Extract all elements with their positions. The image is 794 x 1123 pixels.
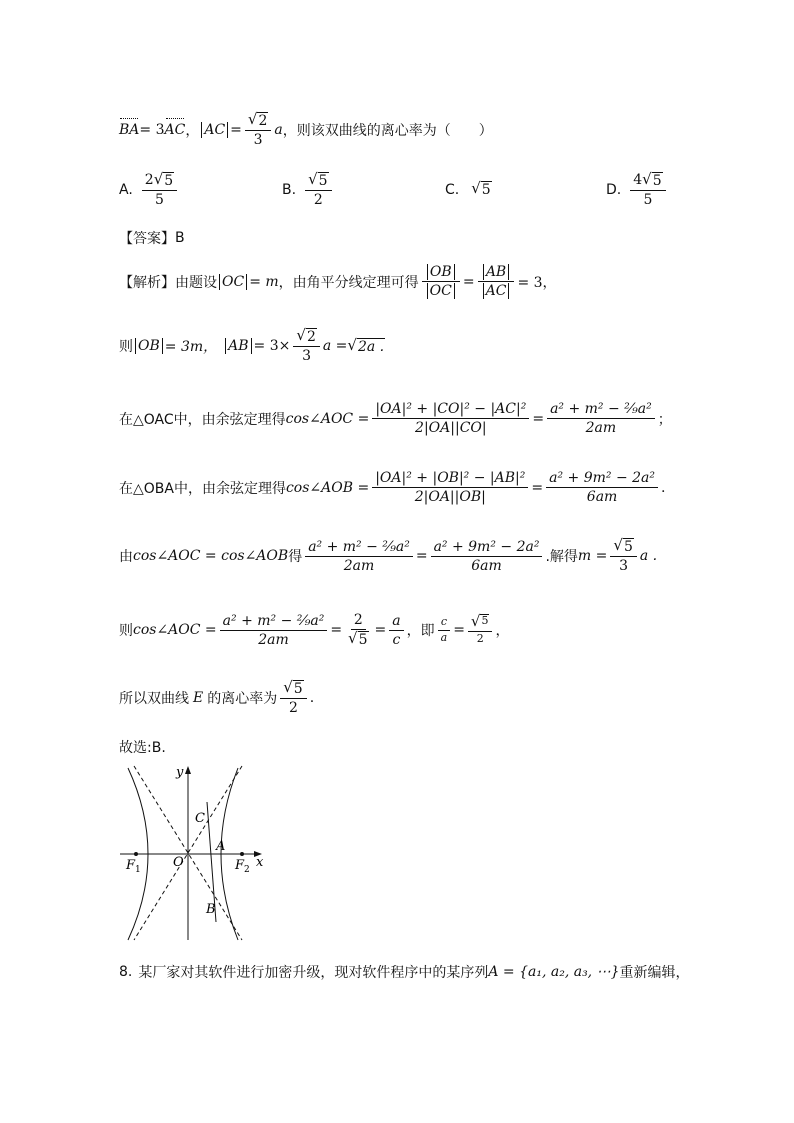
eq-m: = m [249, 273, 279, 290]
frac-c-over-a [438, 616, 451, 644]
abs-oc: OC [427, 283, 455, 299]
frac-aoc-expression [220, 613, 328, 648]
comma: ， [495, 623, 510, 640]
var-a: a . [639, 548, 658, 565]
frac-ob-oc [422, 264, 460, 299]
q7-condition-line [119, 112, 493, 148]
label-x: x [256, 855, 264, 870]
frac-num: c [438, 616, 450, 631]
frac-cosine-law-aoc [372, 401, 529, 436]
frac-sqrt2-over-3: √ 2 3 [245, 112, 271, 148]
abs-ab: AB [483, 264, 509, 280]
label-o: O [173, 855, 184, 870]
frac-den: 3 [302, 348, 312, 365]
frac-den: 2|OA||CO| [415, 420, 487, 437]
frac-aoc-expression [547, 401, 655, 436]
option-b-label: B. [282, 182, 297, 199]
option-d-label: D. [606, 182, 622, 199]
option-a-rad: 5 [164, 173, 174, 189]
frac-left [305, 539, 413, 574]
option-a-den: 5 [155, 192, 164, 209]
analysis-text: ，即 [406, 623, 435, 640]
analysis-text: 得 [288, 549, 303, 566]
frac-sqrt5-over-2: √ 5 2 [468, 614, 493, 645]
option-a-frac: 2 √ 5 5 [142, 172, 177, 208]
equals: = [531, 479, 544, 496]
option-d-frac: 4 √ 5 5 [630, 172, 665, 208]
option-d-den: 5 [643, 192, 653, 209]
analysis-line-4 [119, 470, 665, 505]
frac-ab-ac [478, 264, 515, 299]
equals: = [415, 548, 428, 565]
sqrt5-arg: 5 [358, 632, 368, 649]
analysis-text: 由题设 [175, 274, 217, 291]
cos-aob: cos∠AOB = [285, 479, 370, 496]
option-d-rad: 5 [652, 173, 662, 189]
analysis-text: 在△OBA中，由余弦定理得 [119, 480, 286, 497]
cos-aoc: cos∠AOC = [285, 410, 370, 427]
frac-num: |OA|² + |CO|² − |AC|² [372, 401, 529, 419]
equals: = [374, 622, 387, 639]
label-a: A [216, 839, 226, 854]
question-8-line [119, 962, 690, 982]
frac-den: 2am [585, 420, 617, 437]
sqrt2-arg: 2 [258, 113, 268, 129]
frac-den: 6am [586, 489, 618, 506]
analysis-text: 由 [119, 549, 133, 566]
frac-num: a [389, 613, 403, 631]
equals: = [230, 122, 242, 139]
option-a-label: A. [119, 182, 133, 199]
frac-num: |OA|² + |OB|² − |AB|² [372, 470, 528, 488]
analysis-line-7 [119, 680, 314, 716]
sequence-set: A = {a₁, a₂, a₃, ⋯} [488, 964, 620, 980]
abs-oc: OC [219, 274, 247, 290]
analysis-text: .解得 [545, 549, 578, 566]
label-f1-main: F [126, 858, 136, 873]
analysis-line-3 [119, 401, 672, 436]
frac-den: c [392, 631, 401, 648]
option-c[interactable]: C. √ 5 [445, 179, 491, 198]
hyperbola-figure [118, 762, 268, 942]
analysis-text: 所以双曲线 [119, 691, 189, 708]
eq-3-times: = 3× [253, 338, 291, 355]
focus-f1-point [134, 852, 138, 856]
label-f1 [125, 858, 141, 875]
analysis-text: 则 [119, 623, 133, 640]
conclusion-text: 故选:B. [119, 740, 166, 756]
frac-den: 2 [289, 700, 298, 717]
option-d-coef: 4 [633, 172, 643, 188]
frac-a-over-c [389, 613, 403, 648]
abs-ab: AB [225, 338, 251, 354]
eq-three: = 3， [517, 274, 557, 291]
frac-2-over-sqrt5: 2 √ 5 [348, 612, 368, 649]
frac-den: 3 [253, 132, 263, 149]
question-number: 8. [119, 964, 133, 980]
question-text: 重新编辑， [619, 965, 690, 981]
frac-right [431, 539, 543, 574]
answer-line [119, 228, 185, 248]
cos-equality: cos∠AOC = cos∠AOB [133, 548, 289, 565]
answer-label: 【答案】 [119, 231, 175, 247]
option-c-rad: 5 [481, 182, 491, 198]
option-a-coef: 2 [144, 172, 154, 188]
equals: = [330, 622, 343, 639]
label-f2-sub: 2 [244, 865, 250, 875]
analysis-line-6 [119, 612, 509, 648]
frac-num: a² + m² − ²⁄₉a² [220, 613, 328, 631]
frac-den: 6am [471, 557, 502, 574]
sqrt2-arg: 2 [306, 329, 316, 345]
vector-ac: AC [164, 122, 186, 139]
option-a[interactable] [119, 172, 180, 208]
equals: = [453, 622, 465, 639]
analysis-text: 则 [119, 339, 133, 356]
frac-num: 2 [351, 612, 366, 630]
var-e: E [193, 690, 204, 707]
option-b-den: 2 [313, 192, 323, 209]
vector-ba: BA [119, 122, 140, 139]
frac-cosine-law-aob [372, 470, 528, 505]
frac-den: a [440, 630, 448, 644]
sqrt5-arg: 5 [623, 539, 633, 555]
frac-den: 2|OA||OB| [414, 489, 486, 506]
equals: = [532, 410, 545, 427]
abs-ac: AC [201, 122, 228, 138]
frac-aob-expression [546, 470, 658, 505]
frac-num: a² + 9m² − 2a² [431, 539, 543, 557]
label-c: C [195, 811, 205, 826]
frac-eccentricity: √ 5 2 [280, 680, 306, 716]
label-f2 [234, 858, 250, 875]
sqrt2a: 2a . [357, 338, 385, 355]
analysis-line-5 [119, 538, 657, 574]
y-axis-arrow [185, 766, 191, 774]
var-a-eq: a = [322, 338, 348, 355]
eq-three: = 3 [139, 122, 165, 139]
sqrt5-arg: 5 [481, 614, 489, 628]
period: . [661, 479, 666, 496]
abs-ob: OB [135, 338, 163, 354]
frac-sqrt5-over-3: √ 5 3 [610, 538, 636, 574]
cos-aoc: cos∠AOC = [133, 622, 217, 639]
option-b-frac: √ 5 2 [305, 172, 331, 208]
var-a: a [274, 122, 283, 139]
sqrt5-arg: 5 [293, 681, 303, 697]
frac-den: 2am [258, 631, 289, 648]
frac-sqrt2-over-3: √ 2 3 [293, 328, 319, 364]
analysis-text: 的离心率为 [207, 691, 278, 708]
option-d[interactable] [606, 172, 669, 208]
frac-num: a² + 9m² − 2a² [546, 470, 658, 488]
option-c-label: C. [445, 181, 460, 198]
focus-f2-point [240, 852, 244, 856]
m-equals: m = [577, 548, 608, 565]
comma: ， [185, 123, 200, 140]
frac-num: a² + m² − ²⁄₉a² [547, 401, 655, 419]
eq-3m: = 3m， [164, 339, 218, 356]
analysis-line-2: 则 OB = 3m， AB = 3× √ 2 3 a = √ 2a . [119, 326, 385, 365]
label-b: B [206, 902, 216, 917]
analysis-label: 【解析】 [119, 274, 175, 291]
semicolon: ； [657, 411, 672, 428]
analysis-line-8 [119, 737, 166, 757]
analysis-text: ，由角平分线定理可得 [278, 274, 419, 291]
label-y: y [176, 765, 184, 780]
label-f2-main: F [235, 858, 245, 873]
question-text: ，则该双曲线的离心率为（ ） [282, 123, 493, 140]
option-b-rad: 5 [318, 173, 328, 189]
frac-den: 3 [619, 558, 629, 575]
abs-ac: AC [483, 283, 510, 299]
frac-num: a² + m² − ²⁄₉a² [305, 539, 413, 557]
analysis-line-1: 【解析】 由题设 OC = m ，由角平分线定理可得 $\frac{OB}{OC}$ = $\frac{AB}{AC}$ = 3， [119, 264, 557, 300]
abs-ob: OB [427, 264, 455, 280]
frac-den: 2 [476, 632, 484, 646]
frac-den: 2am [343, 557, 375, 574]
analysis-text: 在△OAC中，由余弦定理得 [119, 411, 286, 428]
label-f1-sub: 1 [135, 865, 141, 875]
period: . [309, 690, 315, 707]
option-b[interactable] [282, 172, 335, 208]
question-text: 某厂家对其软件进行加密升级，现对软件程序中的某序列 [138, 965, 489, 981]
answer-value: B [175, 230, 185, 246]
